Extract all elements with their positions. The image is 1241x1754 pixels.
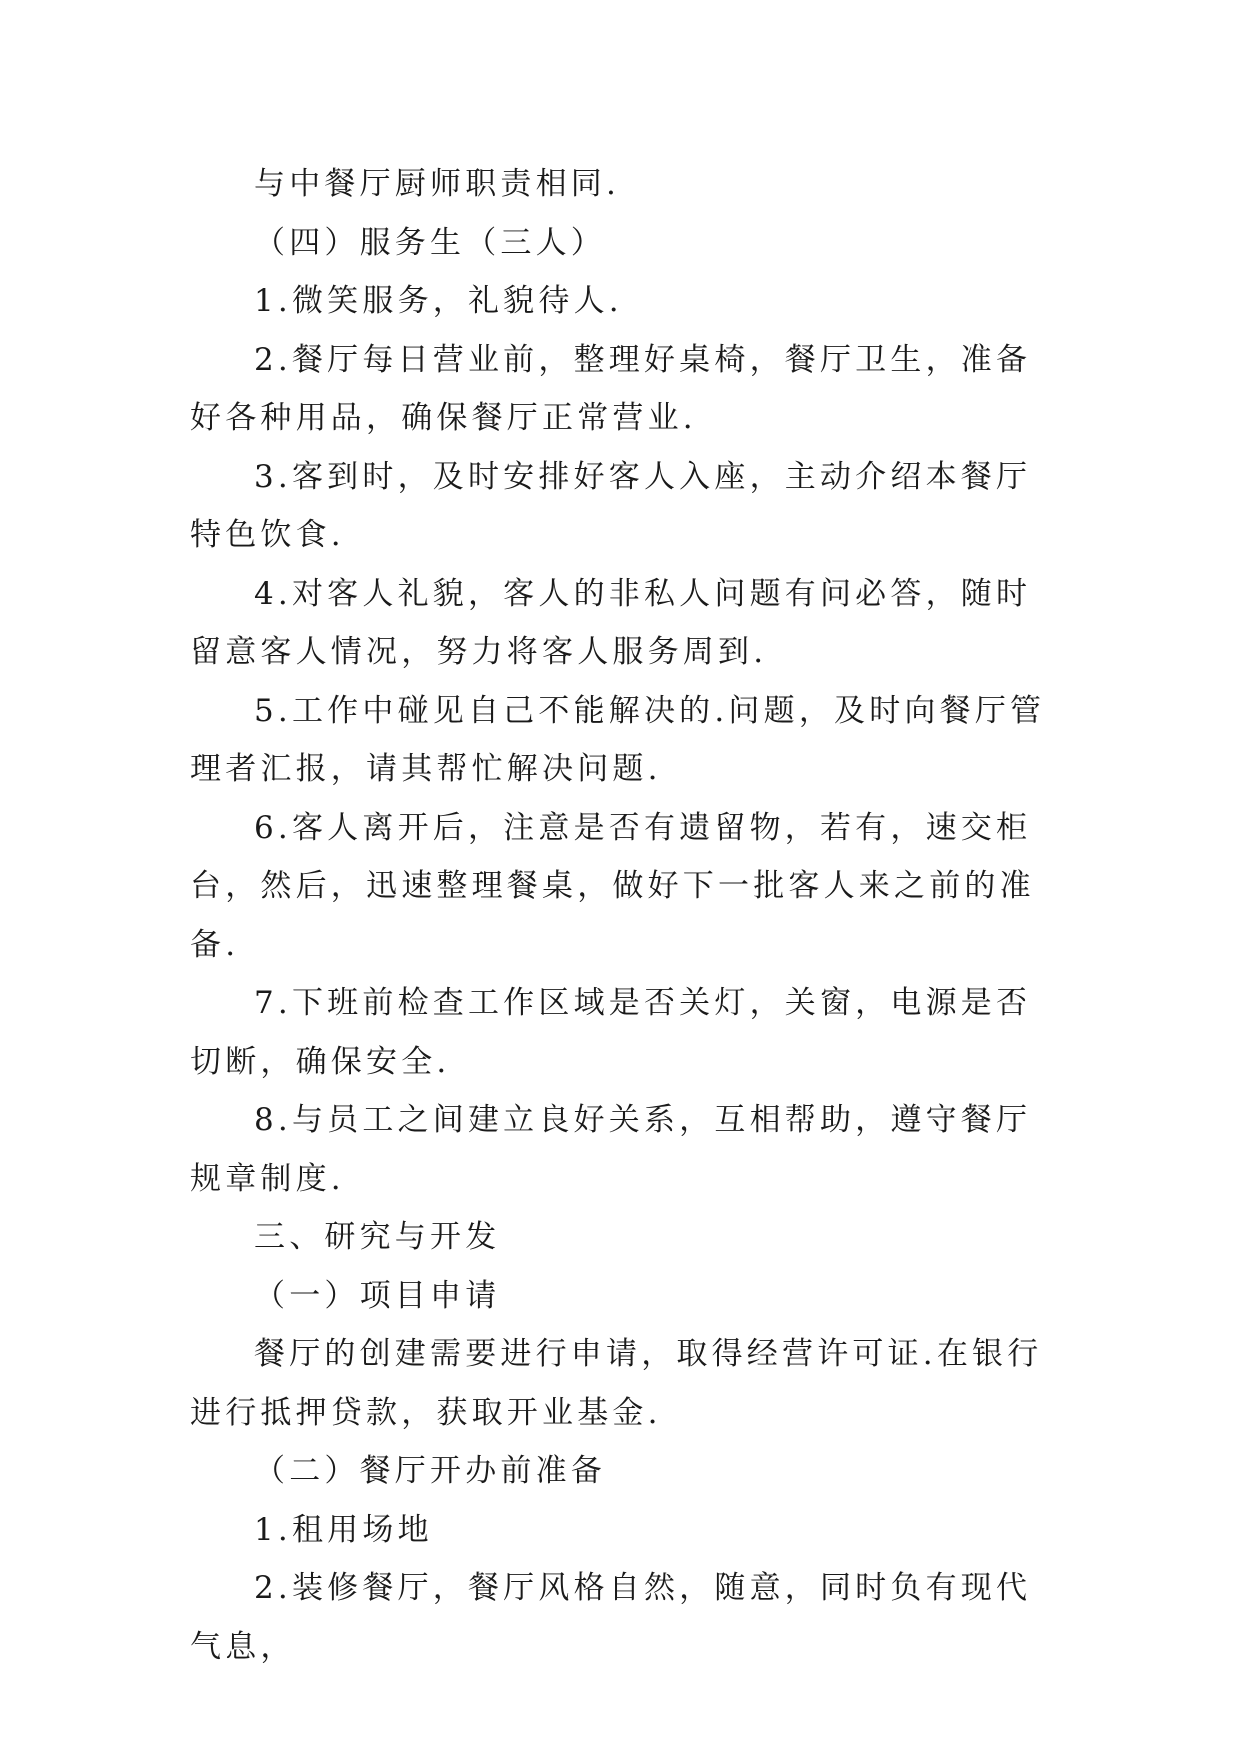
- section-heading-research: 三、研究与开发: [254, 1219, 501, 1255]
- list-item-8: 8.与员工之间建立良好关系，互相帮助，遵守餐厅规章制度.: [190, 1102, 1032, 1197]
- subheading-preparation: （二）餐厅开办前准备: [254, 1453, 606, 1489]
- list-item-3: 3.客到时，及时安排好客人入座，主动介绍本餐厅特色饮食.: [190, 458, 1032, 553]
- paragraph-chef-duties: 与中餐厅厨师职责相同.: [254, 166, 621, 202]
- subheading-project-application: （一）项目申请: [254, 1277, 501, 1314]
- list-item-2: 2.餐厅每日营业前，整理好桌椅，餐厅卫生，准备好各种用品，确保餐厅正常营业.: [190, 341, 1032, 436]
- prep-item-1: 1.租用场地: [254, 1511, 433, 1548]
- heading-waiters: （四）服务生（三人）: [254, 224, 606, 261]
- list-item-7: 7.下班前检查工作区域是否关灯，关窗，电源是否切断，确保安全.: [190, 985, 1032, 1080]
- list-item-4: 4.对客人礼貌，客人的非私人问题有问必答，随时留意客人情况，努力将客人服务周到.: [190, 575, 1032, 670]
- list-item-5: 5.工作中碰见自己不能解决的.问题，及时向餐厅管理者汇报，请其帮忙解决问题.: [190, 692, 1046, 787]
- prep-item-2: 2.装修餐厅，餐厅风格自然，随意，同时负有现代气息，: [190, 1570, 1032, 1665]
- list-item-6: 6.客人离开后，注意是否有遗留物，若有，速交柜台，然后，迅速整理餐桌，做好下一批客人来之前的准备.: [190, 809, 1035, 963]
- paragraph-application: 餐厅的创建需要进行申请，取得经营许可证.在银行进行抵押贷款，获取开业基金.: [190, 1336, 1043, 1431]
- list-item-1: 1.微笑服务，礼貌待人.: [254, 283, 623, 319]
- document-body: [190, 155, 1050, 1676]
